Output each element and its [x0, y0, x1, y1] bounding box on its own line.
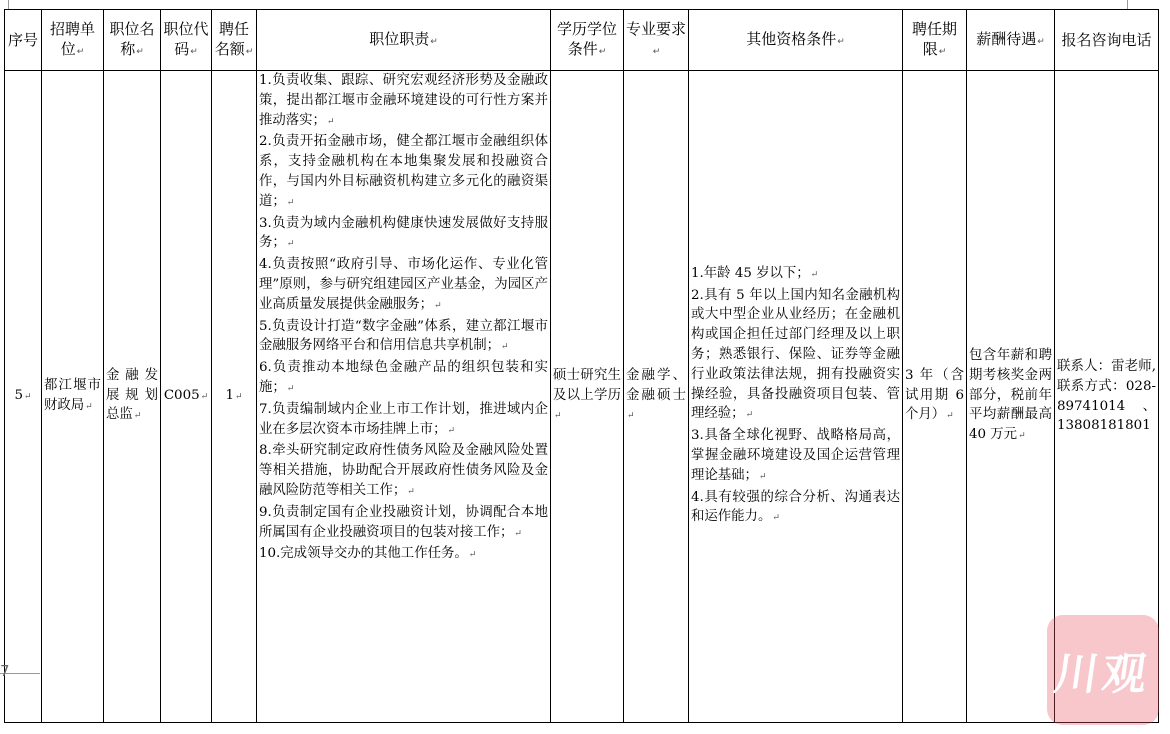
- header-major: 专业要求↵: [624, 10, 689, 71]
- header-duties: 职位职责↵: [257, 10, 551, 71]
- cell-education: 硕士研究生及以上学历↵: [551, 71, 624, 723]
- margin-number: 7: [0, 662, 10, 680]
- header-quota: 聘任名额↵: [212, 10, 257, 71]
- cell-duties: [257, 71, 551, 723]
- duty-item: 8.牵头研究制定政府性债务风险及金融风险处置等相关措施，协助配合开展政府性债务风险及金融风险防范等相关工作；↵: [259, 443, 548, 498]
- header-salary: 薪酬待遇↵: [967, 10, 1055, 71]
- requirement-item: 1.年龄 45 岁以下；↵: [691, 265, 819, 281]
- duty-item: 2.负责开拓金融市场，健全都江堰市金融组织体系，支持金融机构在本地集聚发展和投融资合作，与国内外目标融资机构建立多元化的融资渠道；↵: [259, 134, 548, 209]
- cell-contact: 联系人：雷老师,联系方式：028-89741014、13808181801: [1055, 71, 1159, 723]
- header-row: [5, 10, 1159, 71]
- duty-item: 10.完成领导交办的其他工作任务。↵: [259, 546, 477, 562]
- duty-item: 9.负责制定国有企业投融资计划，协调配合本地所属国有企业投融资项目的包装对接工作；↵: [259, 504, 548, 540]
- header-position-name: 职位名称↵: [104, 10, 161, 71]
- duty-item: 4.负责按照“政府引导、市场化运作、专业化管理”原则，参与研究组建园区产业基金，为园区产业高质量发展提供金融服务；↵: [259, 257, 548, 312]
- requirement-item: 3.具备全球化视野、战略格局高，掌握金融环境建设及国企运营管理理论基础；↵: [691, 428, 900, 483]
- requirement-item: 2.具有 5 年以上国内知名金融机构或大中型企业从业经历；在金融机构或国企担任过部门经理及以上职务；熟悉银行、保险、证券等金融行业政策法律法规，拥有投融资实操经验，具备投融资项目包装、管理经验；↵: [691, 287, 900, 422]
- requirement-item: 4.具有较强的综合分析、沟通表达和运作能力。↵: [691, 489, 900, 525]
- recruitment-table: [4, 9, 1159, 723]
- duty-item: 5.负责设计打造“数字金融”体系，建立都江堰市金融服务网络平台和信用信息共享机制；↵: [259, 318, 548, 354]
- cell-unit: 都江堰市财政局↵: [42, 71, 104, 723]
- header-other: 其他资格条件↵: [689, 10, 903, 71]
- duty-item: 6.负责推动本地绿色金融产品的组织包装和实施；↵: [259, 360, 548, 395]
- header-contact: 报名咨询电话: [1055, 10, 1159, 71]
- header-education: 学历学位条件↵: [551, 10, 624, 71]
- header-unit: 招聘单位↵: [42, 10, 104, 71]
- cell-term: 3 年（含试用期 6 个月）↵: [903, 71, 967, 723]
- duty-item: 3.负责为域内金融机构健康快速发展做好支持服务；↵: [259, 215, 548, 251]
- watermark-text: 川观: [1050, 649, 1154, 700]
- cell-seq: 5↵: [5, 71, 42, 723]
- cell-salary: 包含年薪和聘期考核奖金两部分，税前年平均薪酬最高 40 万元↵: [967, 71, 1055, 723]
- table-row: [5, 71, 1159, 723]
- crop-mark: [8, 0, 9, 9]
- cell-position-name: 金融发展规划总监↵: [104, 71, 161, 723]
- duty-item: 1.负责收集、跟踪、研究宏观经济形势及金融政策，提出都江堰市金融环境建设的可行性方案并推动落实；↵: [259, 73, 548, 128]
- cell-quota: 1↵: [212, 71, 257, 723]
- cell-other: [689, 71, 903, 723]
- watermark-logo: [1047, 615, 1159, 725]
- duty-item: 7.负责编制域内企业上市工作计划，推进域内企业在多层次资本市场挂牌上市；↵: [259, 401, 548, 437]
- crop-mark: [1127, 0, 1128, 9]
- cell-position-code: C005↵: [161, 71, 212, 723]
- header-seq: 序号: [5, 10, 42, 71]
- header-position-code: 职位代码↵: [161, 10, 212, 71]
- cell-major: 金融学、金融硕士↵: [624, 71, 689, 723]
- header-term: 聘任期限↵: [903, 10, 967, 71]
